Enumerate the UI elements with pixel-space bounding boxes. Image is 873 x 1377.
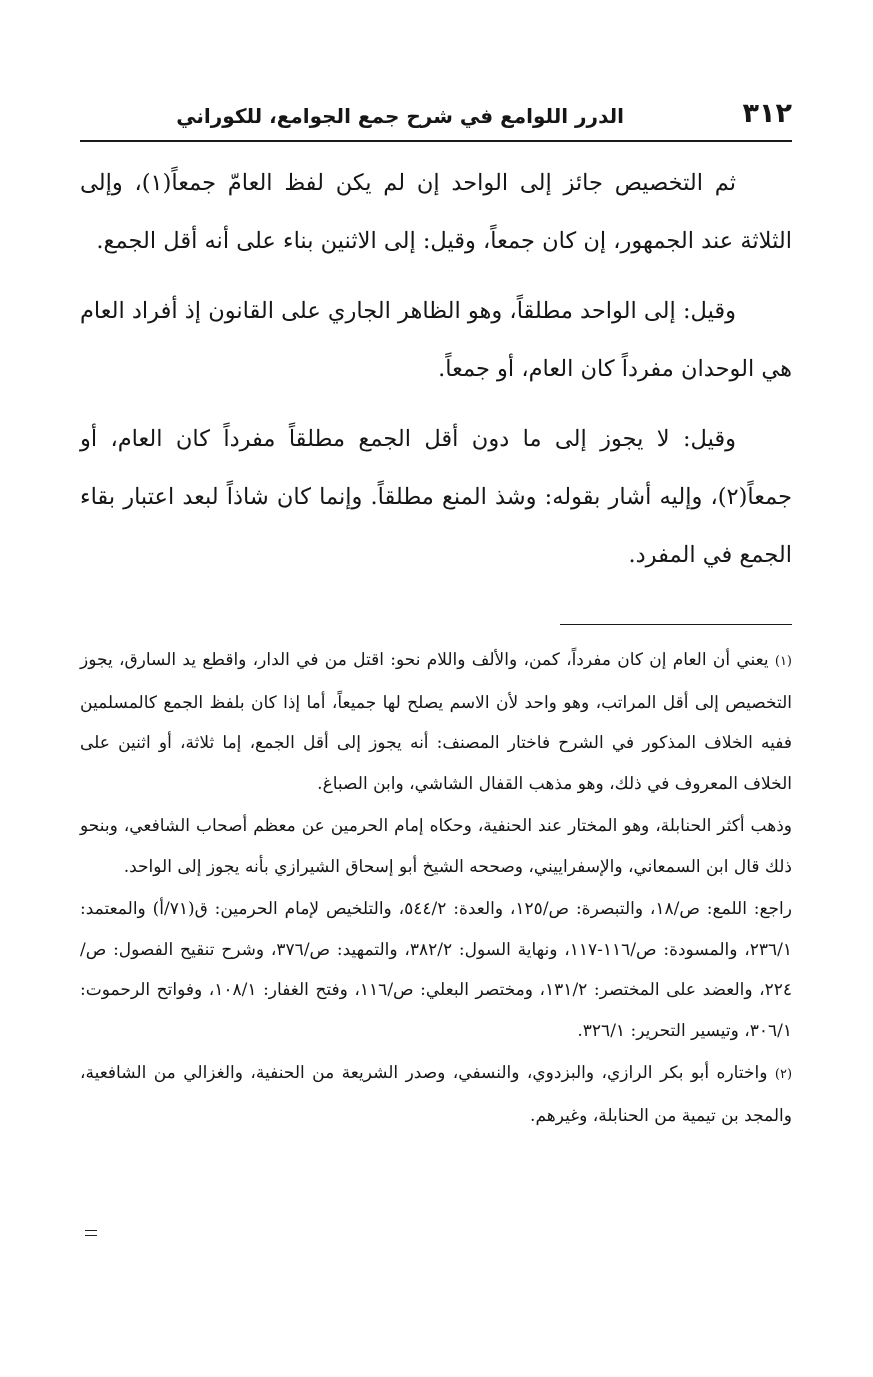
page-number: ٣١٢ [742,98,792,129]
footnote-2-marker: (٢) [774,1067,793,1082]
footnote-1-references: راجع: اللمع: ص/١٨، والتبصرة: ص/١٢٥، والعدة: ٥٤٤/٢، والتلخيص لإمام الحرمين: ق(٧١/أ) والمعتمد: ٢٣٦/١، والمسودة: ص/١١٦-١١٧، ونهاية السول: ٣٨٢/٢، والتمهيد: ص/٣٧٦، وشرح تنقيح الفصول: ص/٢٢٤، والعضد على المختصر: ١٣١/٢، ومختصر البعلي: ص/١١٦، وفتح الغفار: ١٠٨/١، وفواتح الرحموت: ٣٠٦/١، وتيسير التحرير: ٣٢٦/١. [80,899,792,1041]
running-header [80,96,792,136]
body-paragraph-2: وقيل: إلى الواحد مطلقاً، وهو الظاهر الجاري على القانون إذ أفراد العام هي الوحدان مفرداً كان العام، أو جمعاً. [80,298,792,382]
footnote-2-text: واختاره أبو بكر الرازي، والبزدوي، والنسفي، وصدر الشريعة من الحنفية، والغزالي من الشافعية، والمجد بن تيمية من الحنابلة، وغيرهم. [80,1063,792,1126]
footnote-2 [80,1053,792,1136]
footnote-1-marker: (١) [774,654,792,669]
footnotes [80,640,792,1136]
body-paragraph-3: وقيل: لا يجوز إلى ما دون أقل الجمع مطلقاً مفرداً كان العام، أو جمعاً(٢)، وإليه أشار بقوله: وشذ المنع مطلقاً. وإنما كان شاذاً لبعد اعتبار بقاء الجمع في المفرد. [80,426,792,568]
body-paragraph-1: ثم التخصيص جائز إلى الواحد إن لم يكن لفظ العامّ جمعاً(١)، وإلى الثلاثة عند الجمهور، إن كان جمعاً، وقيل: إلى الاثنين بناء على أنه أقل الجمع. [80,170,792,254]
header-rule [80,140,792,142]
footnote-1-paragraph-2: وذهب أكثر الحنابلة، وهو المختار عند الحنفية، وحكاه إمام الحرمين عن معظم أصحاب الشافعي، وبنحو ذلك قال ابن السمعاني، والإسفراييني، وصححه الشيخ أبو إسحاق الشيرازي بأنه يجوز إلى الواحد. [80,816,792,877]
end-of-page-mark [85,1230,97,1236]
footnote-separator [560,624,792,625]
main-text [80,154,792,596]
footnote-1-text: يعني أن العام إن كان مفرداً، كمن، والألف واللام نحو: اقتل من في الدار، واقطع يد السارق، يجوز التخصيص إلى أقل المراتب، وهو واحد لأن الاسم يصلح لها جميعاً، أما إذا كان بلفظ الجمع كالمسلمين ففيه الخلاف المذكور في الشرح فاختار المصنف: أنه يجوز إلى أقل الجمع، إما ثلاثة، أو اثنين على الخلاف المعروف في ذلك، وهو مذهب القفال الشاشي، وابن الصباغ. [80,650,792,794]
running-title: الدرر اللوامع في شرح جمع الجوامع، للكوراني [176,104,624,128]
footnote-1 [80,640,792,804]
